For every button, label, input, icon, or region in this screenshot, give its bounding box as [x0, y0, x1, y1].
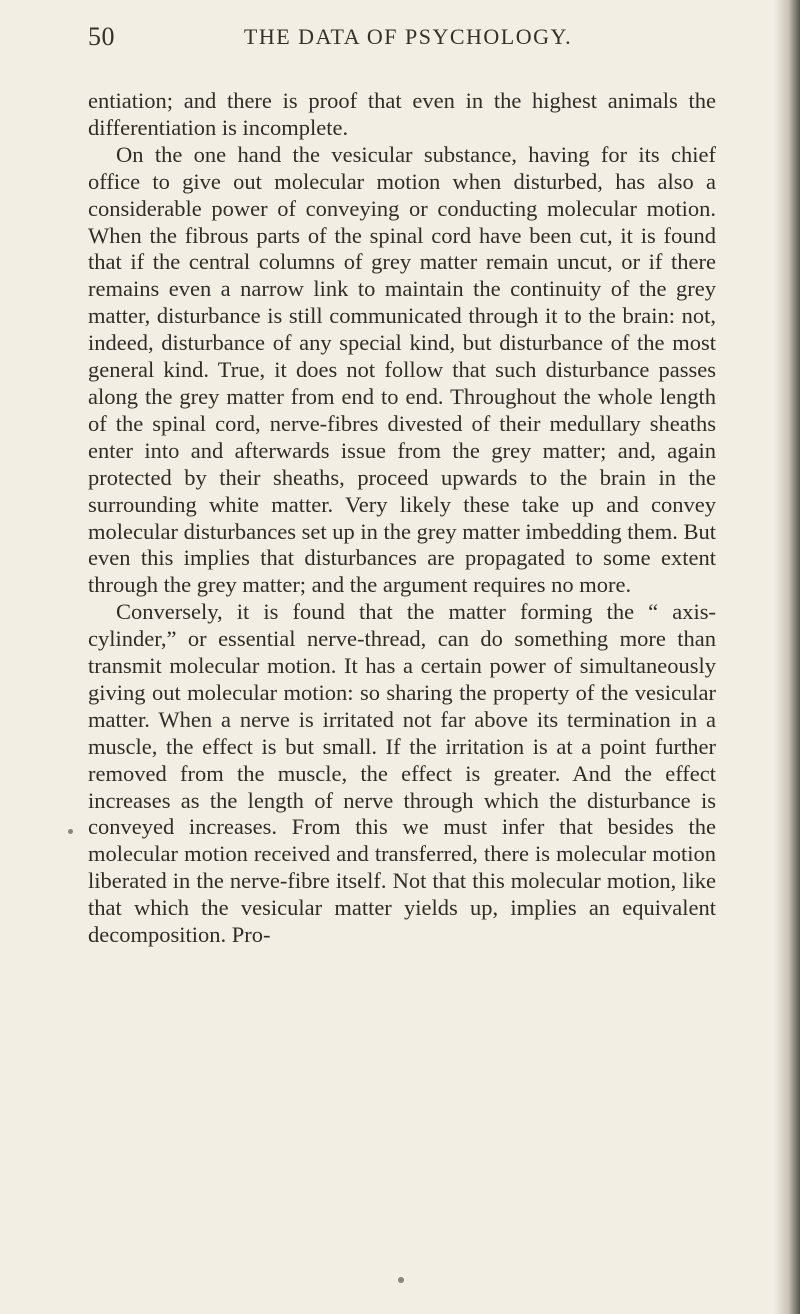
page-number: 50	[88, 22, 115, 51]
ink-speck	[68, 829, 73, 834]
ink-speck	[398, 1277, 404, 1283]
running-head: THE DATA OF PSYCHOLOGY.	[243, 24, 573, 49]
paragraph-continuation: entiation; and there is proof that even in the highest animals the differentiation is incomplete.	[88, 88, 716, 140]
body-text	[88, 88, 716, 949]
paragraph: Conversely, it is found that the matter forming the “ axis-cylinder,” or essential nerve-thread, can do something more than transmit molecular motion. It has a certain power of simultaneously giving out molecular motion: so sharing the property of the vesicular matter. When a nerve is irritated not far above its termination in a muscle, the effect is but small. If the irritation is at a point further removed from the muscle, the effect is greater. And the effect increases as the length of nerve through which the disturbance is conveyed increases. From this we must infer that besides the molecular motion received and transferred, there is molecular motion liberated in the nerve-fibre itself. Not that this molecular motion, like that which the vesicular matter yields up, implies an equivalent decomposition. Pro-	[88, 599, 716, 948]
page-edge-shadow	[774, 0, 800, 1314]
page-header	[88, 22, 728, 56]
paragraph: On the one hand the vesicular substance, having for its chief office to give out molecular motion when disturbed, has also a considerable power of conveying or conducting molecular motion. When the fibrous parts of the spinal cord have been cut, it is found that if the central columns of grey matter remain uncut, or if there remains even a narrow link to maintain the continuity of the grey matter, disturbance is still communicated through it to the brain: not, indeed, disturbance of any special kind, but disturbance of the most general kind. True, it does not follow that such disturbance passes along the grey matter from end to end. Throughout the whole length of the spinal cord, nerve-fibres divested of their medullary sheaths enter into and afterwards issue from the grey matter; and, again protected by their sheaths, proceed upwards to the brain in the surrounding white matter. Very likely these take up and convey molecular disturbances set up in the grey matter imbedding them. But even this implies that disturbances are propagated to some extent through the grey matter; and the argument requires no more.	[88, 141, 716, 598]
